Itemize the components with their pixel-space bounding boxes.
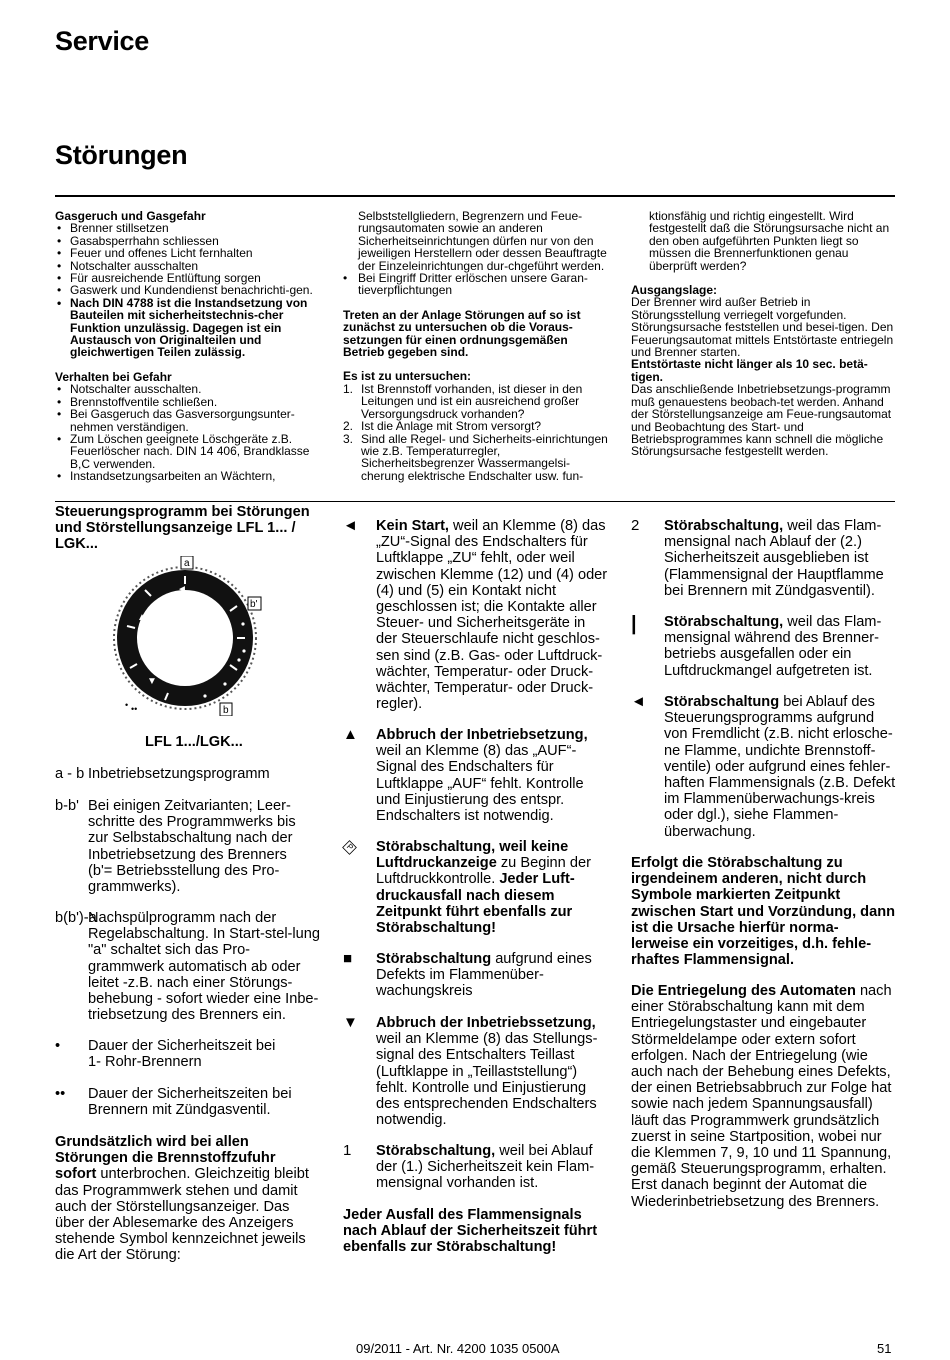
list-item: • Feuer und offenes Licht fernhalten [57, 246, 253, 261]
digit-two-icon: 2 [631, 517, 640, 534]
danger-heading: Verhalten bei Gefahr [55, 369, 172, 384]
fault-item-no-start: ◄ Kein Start, weil an Klemme (8) das „ZU“-Signal des Endschalters für Luftklappe „ZU“ fehlt, oder weil zwischen Klemme (12) und (4) oder (4) und (5) ein Kontakt nicht geschlossen ist; die Kontakte aller Steuer- und Sicherheitsgeräte in der Steuerschlaufe nicht geschlos-sen sind (z.B. Gas- oder Luftdruck-wächter, Temperatur- oder Druck-wächter, Temperatur- oder Druck-regler). [343, 517, 608, 713]
fault-item-startup-abort: ▲ Abbruch der Inbetriebsetzung, weil an Klemme (8) das „AUF“-Signal des Endschalters für Luftklappe „AUF“ fehlt. Kontrolle und Einjustierung des entspr. Endschalters ist notwendig. [343, 726, 588, 825]
program-heading: Steuerungsprogramm bei Störungen und Störstellungsanzeige LFL 1... / LGK... [55, 504, 310, 553]
list-item: • Instandsetzungsarbeiten an Wächtern, [57, 469, 276, 484]
middle-divider [55, 501, 895, 502]
dial-caption: LFL 1.../LGK... [145, 734, 243, 750]
legend-row-single-dot: • Dauer der Sicherheitszeit bei 1- Rohr-Brennern [55, 1038, 276, 1071]
list-item: • Bei Eingriff Dritter erlöschen unsere Garan-tieverpflichtungen [343, 271, 588, 298]
dial-symbol-start: ◄ [177, 584, 187, 595]
triangle-down-icon: ▼ [343, 1014, 358, 1031]
list-item: • Brennstoffventile schließen. [57, 394, 218, 409]
dial-marker-single: • [125, 700, 129, 710]
dial-label-b: b [223, 705, 229, 716]
top-divider [55, 195, 895, 197]
dial-graphic [105, 556, 275, 716]
list-item: • Notschalter ausschalten. [57, 382, 202, 397]
check-heading: Es ist zu untersuchen: [343, 369, 472, 384]
list-item: • Zum Löschen geeignete Löschgeräte z.B. Feuerlöscher nach. DIN 14 406, Brandklasse B,C verwenden. [57, 431, 310, 471]
digit-one-icon: 1 [343, 1142, 352, 1159]
document-number: 09/2011 - Art. Nr. 4200 1035 0500A [356, 1341, 560, 1356]
premature-flame-note: Erfolgt die Störabschaltung zu irgendeinem anderen, nicht durch Symbole markierten Zeitpunkt zwischen Start und Vorzündung, dann ist die Ursache hierfür norma-lerweise ein vorzeitiges, d.h. fehle-rhaftes Flammensignal. [631, 855, 896, 969]
list-item: • Brenner stillsetzen [57, 221, 169, 236]
legend-row-b-a: b(b')-a Nachspülprogramm nach der Regelabschaltung. In Start-stel-lung "a" schaltet sich das Pro-grammwerk automatisch ab oder leitet -z.B. nach einer Störungs-behebung - sofort wieder eine Inbe-triebsetzung des Brenners ein. [55, 910, 321, 1024]
fault-item-no-air-pressure: P Störabschaltung, weil keine Luftdruckanzeige zu Beginn der Luftdruckkontrolle. Jeder Luft-druckausfall nach diesem Zeitpunkt führt ebenfalls zur Störabschaltung! [343, 839, 608, 939]
triangle-up-icon: ▲ [343, 726, 358, 743]
warranty-list [343, 272, 608, 297]
fault-item-partial-load-abort: ▼ Abbruch der Inbetriebssetzung, weil an Klemme (8) das Stellungs-signal des Entschalters Teillast (Luftklappe in „Teillaststellung“) fehlt. Kontrolle und Einjustierung des entsprechenden Endschalters notwendig. [343, 1014, 598, 1129]
list-item: 2. Ist die Anlage mit Strom versorgt? [343, 419, 542, 434]
principle-paragraph: Grundsätzlich wird bei allen Störungen die Brennstoffzufuhr sofort unterbrochen. Gleichzeitig bleibt das Programmwerk stehen und damit auch der Störstellungsanzeiger. Das über der Ablesemarke des Anzeigers stehende Symbol kennzeichnet jeweils die Art der Störung: [55, 1134, 309, 1264]
legend-row-b-b-prime: b-b' Bei einigen Zeitvarianten; Leer-schritte des Programmwerks bis zur Selbstabschaltung nach der Inbetriebsetzung des Brenners (b'= Betriebsstellung des Pro-grammwerks). [55, 798, 296, 896]
list-item: • Gaswerk und Kundendienst benachrichti-gen. [57, 283, 313, 298]
list-item: • Notschalter ausschalten [57, 258, 199, 273]
inspection-column [343, 210, 608, 482]
conditions-note: Treten an der Anlage Störungen auf so ist zunächst zu untersuchen ob die Voraus-setzungen für einen ordnungsgemäßen Betrieb gegeben sind. [343, 307, 581, 360]
page-number: 51 [877, 1341, 892, 1356]
dial-symbol-up: ▲ [137, 612, 147, 623]
reset-paragraph: Die Entriegelung des Automaten nach einer Störabschaltung kann mit dem Entriegelungstaster und eingebauter Störmeldelampe oder extern sofort erfolgen. Nach der Entriegelung (wie auch nach der Behebung eines Defekts, der einen Betriebsabbruch zur Folge hat sowie nach jedem Spannungsausfall) läuft das Programmwerk grundsätzlich zuerst in seine Startposition, wobei nur die Klemmen 7, 9, 10 und 11 Spannung, gemäß Steuerungsprogramm, erhalten. Erst danach beginnt der Automat die Wiederinbetriebsetzung des Brenners. [631, 983, 892, 1210]
triangle-left-icon: ◄ [631, 693, 646, 710]
fault-item-extraneous-light: ◄ Störabschaltung bei Ablauf des Steuerungsprogramms aufgrund von Fremdlicht (z.B. nicht erlosche-ne Flamme, undichte Brennstoff-ventile) oder aufgrund eines fehler-haften Flammensignals (z.B. Defekt im Flammenüberwachungs-kreis oder dgl.), siehe Flammen-überwachung. [631, 693, 896, 840]
legend-row-double-dot: •• Dauer der Sicherheitszeiten bei Brennern mit Zündgasventil. [55, 1086, 292, 1119]
dial-symbol-p: P [160, 595, 169, 609]
triangle-left-icon: ◄ [343, 517, 358, 534]
check-list [343, 383, 608, 482]
fault-item-first-safety-time: 1 Störabschaltung, weil bei Ablauf der (1.) Sicherheitszeit kein Flam-mensignal vorhanden ist. [343, 1142, 595, 1192]
list-item: 1. Ist Brennstoff vorhanden, ist dieser in den Leitungen und ist ein ausreichend großer Versorgungsdruck vorhanden? [343, 381, 583, 421]
fault-indicator-dial [105, 556, 275, 716]
gas-safety-column [55, 210, 320, 483]
dial-center [137, 590, 233, 686]
list-item: • Gasabsperrhahn schliessen [57, 233, 219, 248]
section-title: Service [55, 26, 149, 56]
gas-heading: Gasgeruch und Gasgefahr [55, 209, 206, 223]
continued-text: Selbststellgliedern, Begrenzern und Feue-rungsautomaten sowie an anderen Sicherheitseinrichtungen dürfen nur von den jeweiligen Herstellern oder dessen Beauftragte der Einzeleinrichtungen dur-chgeführt werden. [358, 209, 607, 273]
fault-item-second-safety-time: 2 Störabschaltung, weil das Flam-mensignal nach Ablauf der (2.) Sicherheitszeit ausgeblieben ist (Flammensignal der Hauptflamme bei Brennern mit Zündgasventil). [631, 517, 884, 599]
flame-loss-note: Jeder Ausfall des Flammensignals nach Ablauf der Sicherheitszeit führt ebenfalls zur Störabschaltung! [343, 1207, 598, 1256]
start-text: Der Brenner wird außer Betrieb in Störungsstellung verriegelt vorgefunden. Störungsursache feststellen und besei-tigen. Den Feuerungsautomat mittels Entstörtaste entriegeln und Brenner starten. [631, 295, 894, 360]
fault-item-flame-loss: | Störabschaltung, weil das Flam-mensignal während des Brenner-betriebs ausgefallen oder ein Luftdruckmangel aufgetreten ist. [631, 613, 882, 679]
din-note: • Nach DIN 4788 ist die Instandsetzung von Bauteilen mit sicherheitstechnis-cher Funktion unzulässig. Dagegen ist ein Austausch von Originalteilen und gleichwertigen Teilen zulässig. [57, 295, 308, 360]
danger-list [55, 383, 320, 482]
dial-label-a: a [184, 558, 190, 569]
dial-label-b-prime: b' [250, 599, 258, 610]
continued-text: ktionsfähig und richtig eingestellt. Wird festgestellt daß die Störungsursache nicht an den oben aufgeführten Punkten liegt so müssen die Brennerfunktionen genau überprüft werden? [649, 209, 890, 273]
start-heading: Ausgangslage: [631, 283, 718, 298]
initial-state-column [631, 210, 896, 458]
gas-list [55, 222, 320, 358]
dial-symbol-down: ▼ [147, 676, 157, 687]
air-pressure-icon: P [342, 840, 357, 855]
list-item: 3. Sind alle Regel- und Sicherheits-einrichtungen wie z.B. Temperaturregler, Sicherheitsbegrenzer Wassermangelsi-cherung elektrische Endschalter usw. fun- [343, 431, 608, 483]
page-title: Störungen [55, 140, 188, 170]
reset-warning: Entstörtaste nicht länger als 10 sec. betä-tigen. [631, 357, 868, 384]
square-icon: ■ [343, 950, 353, 967]
after-text: Das anschließende Inbetriebsetzungs-programm muß genauestens beobach-tet werden. Anhand der Störstellungsanzeige am Feue-rungsautomat und Beobachtung des Start- und Betriebsprogrammes kann schnell die mögliche Störungsursache festgestellt werden. [631, 382, 892, 459]
legend-row-a-b: a - b Inbetriebsetzungsprogramm [55, 766, 270, 782]
dial-marker-double: •• [131, 704, 138, 714]
fault-item-flame-circuit: ■ Störabschaltung aufgrund eines Defekts im Flammenüber-wachungskreis [343, 950, 592, 1000]
list-item: • Für ausreichende Entlüftung sorgen [57, 271, 261, 286]
list-item: • Bei Gasgeruch das Gasversorgungsunter-nehmen verständigen. [57, 407, 295, 434]
bar-icon: | [631, 613, 637, 635]
